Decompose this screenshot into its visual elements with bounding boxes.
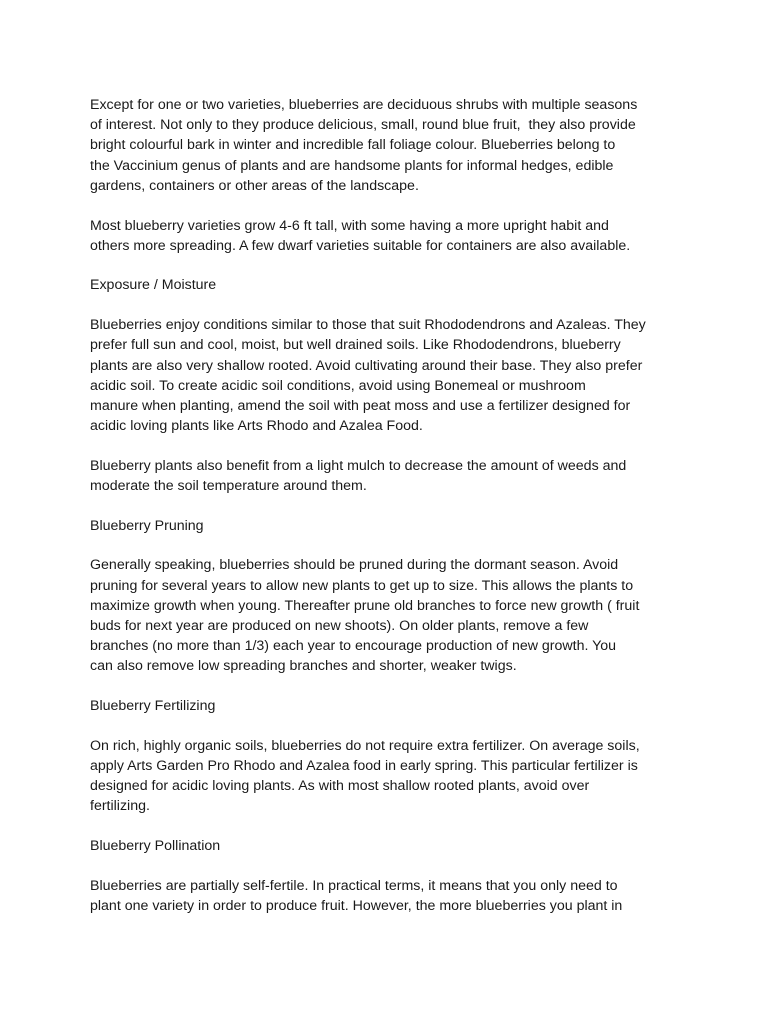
- text-line: acidic loving plants like Arts Rhodo and Azalea Food.: [90, 418, 423, 435]
- section-heading: Exposure / Moisture: [90, 277, 217, 294]
- section-heading: Blueberry Pollination: [90, 838, 221, 855]
- text-line: manure when planting, amend the soil with peat moss and use a fertilizer designed for: [90, 397, 631, 414]
- text-line: Most blueberry varieties grow 4-6 ft tall, with some having a more upright habit and: [90, 217, 609, 234]
- section-heading: Blueberry Fertilizing: [90, 698, 216, 715]
- paragraph-pollination: [90, 876, 690, 916]
- text-line: Generally speaking, blueberries should be pruned during the dormant season. Avoid: [90, 557, 619, 574]
- text-line: moderate the soil temperature around them.: [90, 478, 367, 495]
- heading-pollination: [90, 836, 690, 856]
- text-line: can also remove low spreading branches and shorter, weaker twigs.: [90, 658, 517, 675]
- section-heading: Blueberry Pruning: [90, 517, 204, 534]
- text-line: On rich, highly organic soils, blueberries do not require extra fertilizer. On average soils,: [90, 737, 640, 754]
- text-line: Blueberries enjoy conditions similar to those that suit Rhododendrons and Azaleas. They: [90, 317, 646, 334]
- text-line: bright colourful bark in winter and incredible fall foliage colour. Blueberries belong to: [90, 137, 616, 154]
- document-page: [90, 95, 690, 936]
- text-line: the Vaccinium genus of plants and are handsome plants for informal hedges, edible: [90, 157, 614, 174]
- text-line: Except for one or two varieties, blueberries are deciduous shrubs with multiple seasons: [90, 97, 638, 113]
- heading-exposure-moisture: [90, 275, 690, 295]
- text-line: designed for acidic loving plants. As with most shallow rooted plants, avoid over: [90, 778, 590, 795]
- text-line: acidic soil. To create acidic soil conditions, avoid using Bonemeal or mushroom: [90, 377, 586, 394]
- text-line: Blueberries are partially self-fertile. In practical terms, it means that you only need to: [90, 877, 618, 894]
- paragraph-mulch: [90, 456, 690, 496]
- text-line: Blueberry plants also benefit from a light mulch to decrease the amount of weeds and: [90, 457, 627, 474]
- text-line: others more spreading. A few dwarf varieties suitable for containers are also available.: [90, 237, 631, 254]
- text-line: pruning for several years to allow new plants to get up to size. This allows the plants to: [90, 577, 634, 594]
- text-line: plants are also very shallow rooted. Avoid cultivating around their base. They also prefer: [90, 357, 643, 374]
- paragraph-pruning: [90, 555, 690, 676]
- text-line: buds for next year are produced on new shoots). On older plants, remove a few: [90, 618, 589, 635]
- text-line: of interest. Not only to they produce delicious, small, round blue fruit, they also provide: [90, 117, 636, 134]
- text-line: branches (no more than 1/3) each year to encourage production of new growth. You: [90, 638, 617, 655]
- text-line: plant one variety in order to produce fruit. However, the more blueberries you plant in: [90, 898, 623, 915]
- paragraph-fertilizing: [90, 736, 690, 817]
- text-line: apply Arts Garden Pro Rhodo and Azalea food in early spring. This particular fertilizer is: [90, 758, 638, 775]
- heading-fertilizing: [90, 696, 690, 716]
- paragraph-exposure: [90, 315, 690, 436]
- text-line: fertilizing.: [90, 798, 150, 815]
- text-line: gardens, containers or other areas of the landscape.: [90, 177, 419, 194]
- text-line: prefer full sun and cool, moist, but well drained soils. Like Rhododendrons, blueberry: [90, 337, 621, 354]
- text-line: maximize growth when young. Thereafter prune old branches to force new growth ( fruit: [90, 597, 640, 614]
- paragraph-intro: [90, 95, 690, 196]
- paragraph-size: [90, 216, 690, 256]
- heading-pruning: [90, 516, 690, 536]
